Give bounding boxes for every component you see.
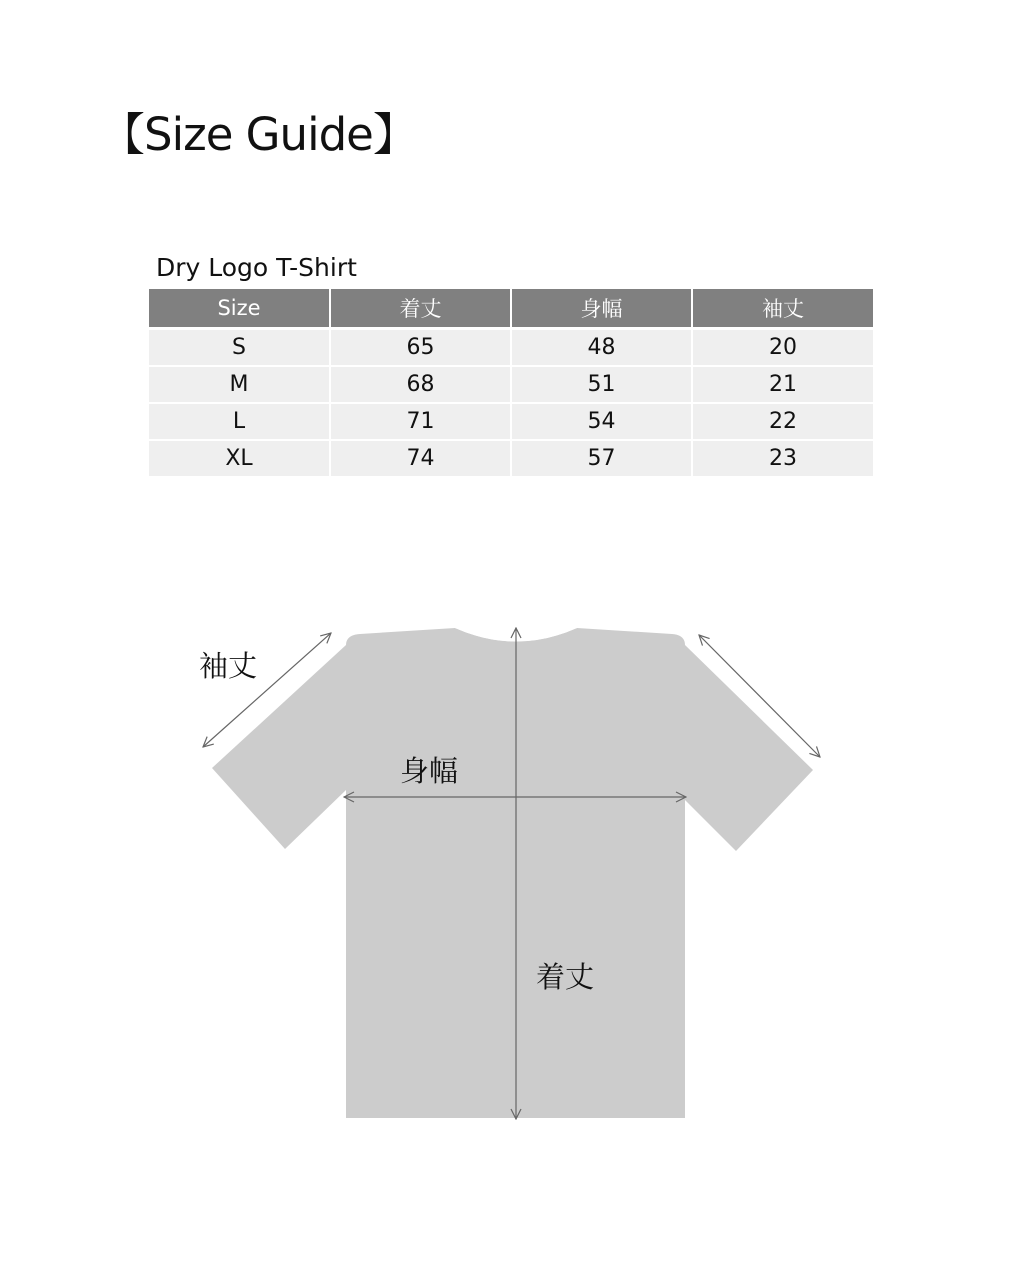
cell-size: S [149,329,330,367]
cell-sleeve: 20 [692,329,873,367]
header-sleeve: 袖丈 [692,289,873,329]
cell-width: 54 [511,403,692,440]
cell-sleeve: 23 [692,440,873,476]
sleeve-length-label: 袖丈 [199,649,258,683]
cell-size: M [149,366,330,403]
cell-sleeve: 21 [692,366,873,403]
right-sleeve-shape [685,645,813,851]
cell-length: 68 [330,366,511,403]
body-width-label: 身幅 [400,754,459,788]
header-length: 着丈 [330,289,511,329]
cell-length: 71 [330,403,511,440]
cell-length: 65 [330,329,511,367]
cell-width: 57 [511,440,692,476]
cell-width: 48 [511,329,692,367]
cell-size: L [149,403,330,440]
product-name: Dry Logo T-Shirt [156,253,357,282]
header-width: 身幅 [511,289,692,329]
header-size: Size [149,289,330,329]
cell-width: 51 [511,366,692,403]
cell-sleeve: 22 [692,403,873,440]
cell-size: XL [149,440,330,476]
page-title: 【Size Guide】 [100,108,417,161]
cell-length: 74 [330,440,511,476]
body-length-label: 着丈 [536,960,595,994]
